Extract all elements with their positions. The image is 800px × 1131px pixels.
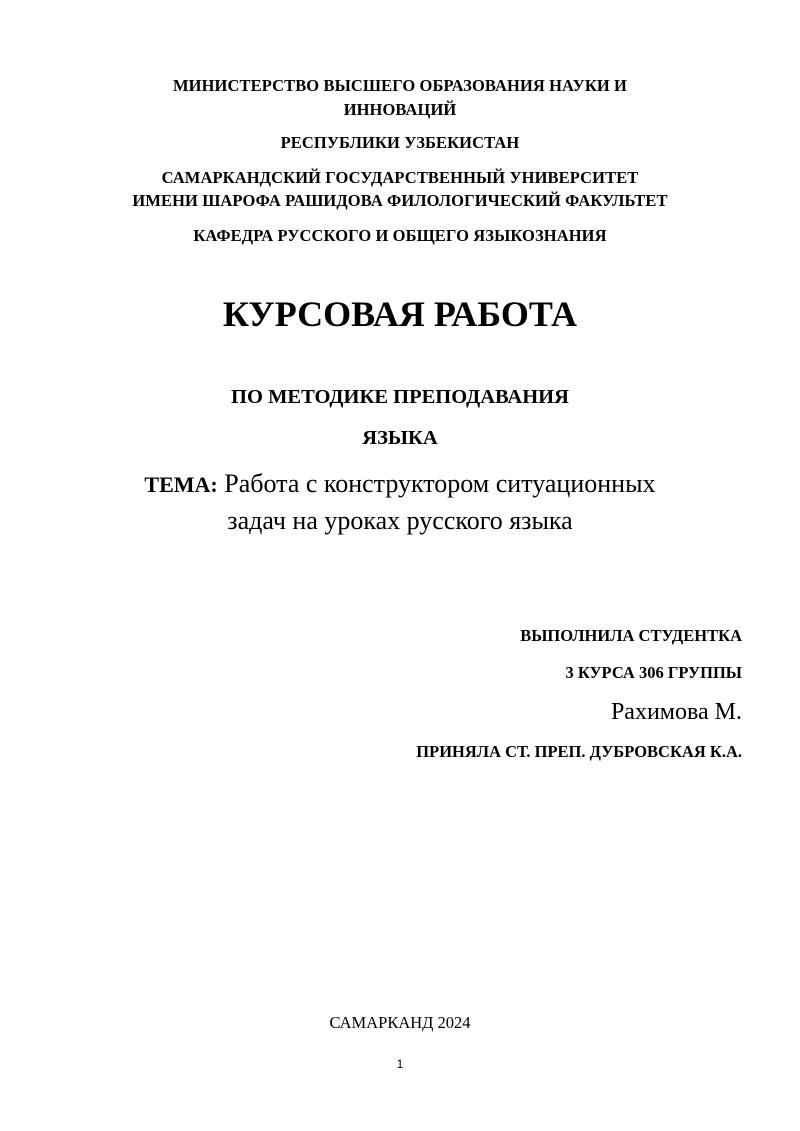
republic-line: РЕСПУБЛИКИ УЗБЕКИСТАН	[280, 133, 520, 152]
ministry-line-2: ИННОВАЦИЙ	[343, 100, 457, 119]
document-title: КУРСОВАЯ РАБОТА	[222, 294, 578, 334]
topic-text-1: Работа с конструктором ситуационных	[224, 469, 656, 498]
city-year: САМАРКАНД 2024	[329, 1013, 471, 1032]
subject-line-2: ЯЗЫКА	[362, 427, 438, 449]
topic-line-2: задач на уроках русского языка	[227, 506, 573, 535]
student-name: Рахимова М.	[610, 699, 742, 725]
course-group: 3 КУРСА 306 ГРУППЫ	[565, 663, 742, 682]
page-number: 1	[396, 1057, 404, 1071]
accepted-by: ПРИНЯЛА СТ. ПРЕП. ДУБРОВСКАЯ К.А.	[416, 742, 742, 761]
topic-line-1	[0, 469, 800, 499]
university-line-1: САМАРКАНДСКИЙ ГОСУДАРСТВЕННЫЙ УНИВЕРСИТЕТ	[161, 168, 639, 187]
university-line-2: ИМЕНИ ШАРОФА РАШИДОВА ФИЛОЛОГИЧЕСКИЙ ФАКУЛЬТЕТ	[132, 191, 668, 210]
ministry-line-1: МИНИСТЕРСТВО ВЫСШЕГО ОБРАЗОВАНИЯ НАУКИ И	[173, 76, 627, 95]
performed-by: ВЫПОЛНИЛА СТУДЕНТКА	[520, 626, 742, 645]
department-line: КАФЕДРА РУССКОГО И ОБЩЕГО ЯЗЫКОЗНАНИЯ	[193, 226, 607, 245]
subject-line-1: ПО МЕТОДИКЕ ПРЕПОДАВАНИЯ	[231, 386, 569, 408]
topic-label: ТЕМА:	[144, 472, 218, 497]
